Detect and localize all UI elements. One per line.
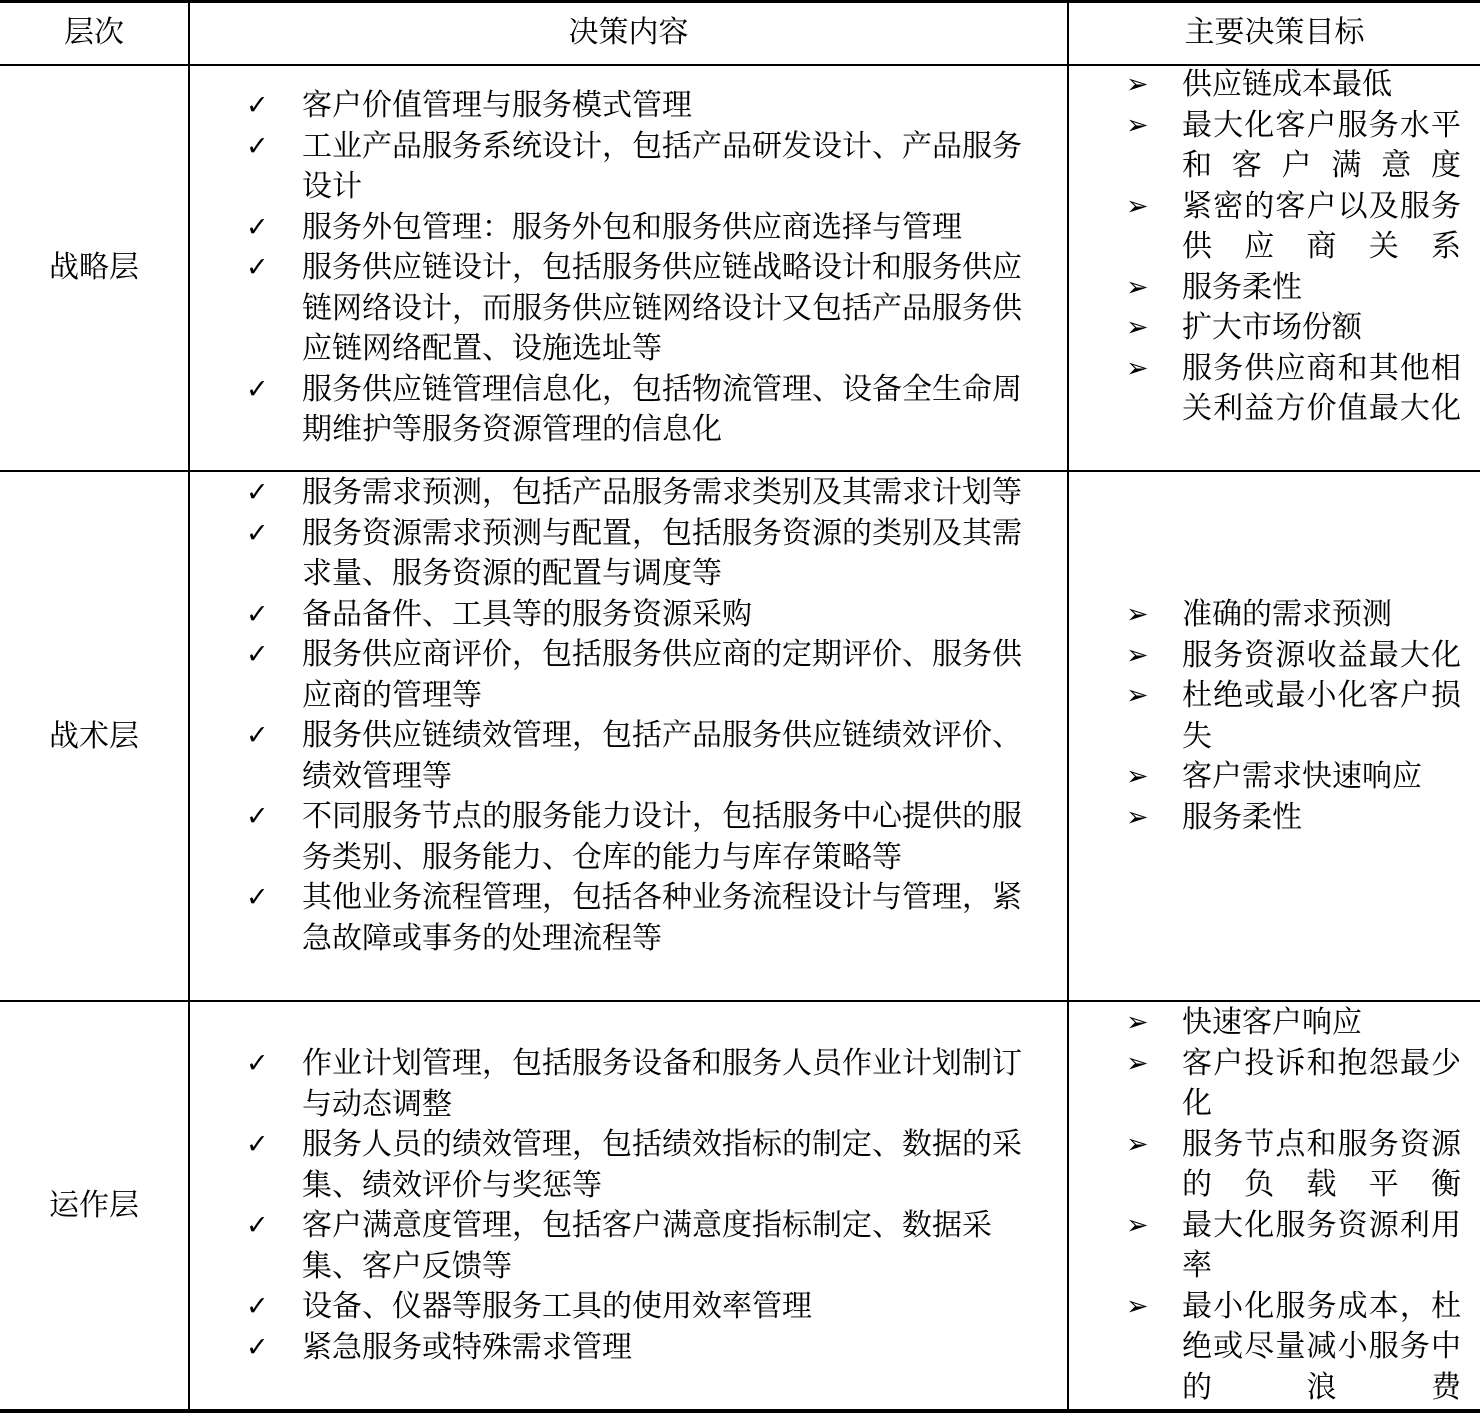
checkmark-icon: ✓ [246, 477, 269, 508]
tactical-content-list [246, 473, 1046, 959]
checkmark-icon: ✓ [246, 252, 269, 283]
list-item: ✓ 客户价值管理与服务模式管理 [246, 86, 1046, 127]
list-item: ➢ 最大化客户服务水平和客户满意度 [1126, 107, 1461, 183]
table-top-rule [0, 0, 1480, 3]
checkmark-icon: ✓ [246, 801, 269, 832]
list-item: ➢ 紧密的客户以及服务供应商关系 [1126, 188, 1461, 264]
arrow-bullet-icon: ➢ [1126, 1128, 1149, 1160]
list-item: ➢ 杜绝或最小化客户损失 [1126, 678, 1461, 754]
list-item: ➢ 快速客户响应 [1126, 1003, 1461, 1044]
list-item: ➢ 供应链成本最低 [1126, 65, 1461, 106]
arrow-bullet-icon: ➢ [1126, 639, 1149, 671]
list-item: ✓ 设备、仪器等服务工具的使用效率管理 [246, 1287, 1046, 1328]
arrow-bullet-icon: ➢ [1126, 1047, 1149, 1079]
arrow-bullet-icon: ➢ [1126, 312, 1149, 343]
arrow-bullet-icon: ➢ [1126, 801, 1149, 833]
list-item: ➢ 服务柔性 [1126, 268, 1461, 309]
checkmark-icon: ✓ [246, 1331, 269, 1363]
checkmark-icon: ✓ [246, 720, 269, 751]
arrow-bullet-icon: ➢ [1126, 680, 1149, 711]
checkmark-icon: ✓ [246, 1048, 269, 1079]
arrow-bullet-icon: ➢ [1126, 1007, 1149, 1038]
arrow-bullet-icon: ➢ [1126, 109, 1149, 141]
list-item: ✓ 作业计划管理，包括服务设备和服务人员作业计划制订与动态调整 [246, 1046, 1022, 1122]
list-item: ✓ 服务资源需求预测与配置，包括服务资源的类别及其需求量、服务资源的配置与调度等 [246, 515, 1022, 591]
table-bottom-rule [0, 1409, 1480, 1413]
list-item: ✓ 备品备件、工具等的服务资源采购 [246, 595, 1046, 636]
strategic-content-list [246, 86, 1046, 451]
list-item: ➢ 最大化服务资源利用率 [1126, 1207, 1461, 1283]
list-item: ➢ 客户需求快速响应 [1126, 757, 1461, 798]
list-item: ➢ 扩大市场份额 [1126, 308, 1461, 349]
list-item: ✓ 服务外包管理：服务外包和服务供应商选择与管理 [246, 208, 1046, 249]
list-item: ➢ 最小化服务成本，杜绝或尽量减小服务中的浪费 [1126, 1288, 1461, 1405]
layer-label-strategic: 战略层 [49, 250, 139, 285]
checkmark-icon: ✓ [246, 1129, 269, 1160]
operational-content-list [246, 1044, 1046, 1368]
checkmark-icon: ✓ [246, 90, 269, 121]
checkmark-icon: ✓ [246, 882, 269, 913]
checkmark-icon: ✓ [246, 1291, 269, 1322]
list-item: ➢ 服务供应商和其他相关利益方价值最大化 [1126, 350, 1461, 426]
layer-label-operational: 运作层 [49, 1188, 139, 1223]
list-item: ✓ 客户满意度管理，包括客户满意度指标制定、数据采集、客户反馈等 [246, 1208, 992, 1284]
arrow-bullet-icon: ➢ [1126, 69, 1149, 100]
list-item: ✓ 服务供应链设计，包括服务供应链战略设计和服务供应链网络设计，而服务供应链网络设计又包括产品服务供应链网络配置、设施选址等 [246, 250, 1022, 366]
row-rule-2 [0, 1000, 1480, 1002]
arrow-bullet-icon: ➢ [1126, 190, 1149, 222]
list-item: ➢ 准确的需求预测 [1126, 595, 1461, 636]
checkmark-icon: ✓ [246, 130, 269, 162]
list-item: ✓ 紧急服务或特殊需求管理 [246, 1328, 1046, 1369]
checkmark-icon: ✓ [246, 211, 269, 243]
arrow-bullet-icon: ➢ [1126, 352, 1149, 384]
header-decision-content: 决策内容 [568, 15, 689, 50]
arrow-bullet-icon: ➢ [1126, 599, 1149, 630]
header-decision-goals: 主要决策目标 [1184, 15, 1365, 50]
checkmark-icon: ✓ [246, 373, 269, 405]
list-item: ✓ 服务需求预测，包括产品服务需求类别及其需求计划等 [246, 473, 1046, 514]
list-item: ✓ 服务人员的绩效管理，包括绩效指标的制定、数据的采集、绩效评价与奖惩等 [246, 1127, 1022, 1203]
column-divider-1 [188, 0, 190, 1412]
arrow-bullet-icon: ➢ [1126, 1209, 1149, 1241]
column-divider-2 [1067, 0, 1069, 1412]
list-item: ✓ 服务供应链管理信息化，包括物流管理、设备全生命周期维护等服务资源管理的信息化 [246, 371, 1022, 447]
checkmark-icon: ✓ [246, 1210, 269, 1241]
arrow-bullet-icon: ➢ [1126, 1290, 1149, 1322]
strategic-goals-list [1126, 65, 1461, 430]
layer-label-tactical: 战术层 [49, 719, 139, 754]
list-item: ✓ 服务供应链绩效管理，包括产品服务供应链绩效评价、绩效管理等 [246, 718, 1022, 794]
arrow-bullet-icon: ➢ [1126, 761, 1149, 792]
operational-goals-list [1126, 1003, 1461, 1408]
checkmark-icon: ✓ [246, 517, 269, 549]
tactical-goals-list [1126, 595, 1461, 838]
checkmark-icon: ✓ [246, 639, 269, 670]
list-item: ➢ 服务柔性 [1126, 798, 1461, 839]
checkmark-icon: ✓ [246, 598, 269, 630]
list-item: ✓ 工业产品服务系统设计，包括产品研发设计、产品服务设计 [246, 128, 1022, 204]
list-item: ✓ 服务供应商评价，包括服务供应商的定期评价、服务供应商的管理等 [246, 637, 1022, 713]
list-item: ✓ 其他业务流程管理，包括各种业务流程设计与管理，紧急故障或事务的处理流程等 [246, 880, 1022, 956]
arrow-bullet-icon: ➢ [1126, 271, 1149, 303]
row-rule-1 [0, 470, 1480, 472]
list-item: ✓ 不同服务节点的服务能力设计，包括服务中心提供的服务类别、服务能力、仓库的能力与库存策略等 [246, 799, 1022, 875]
list-item: ➢ 服务节点和服务资源的负载平衡 [1126, 1126, 1461, 1202]
list-item: ➢ 客户投诉和抱怨最少化 [1126, 1045, 1461, 1121]
list-item: ➢ 服务资源收益最大化 [1126, 636, 1461, 677]
header-layer: 层次 [64, 15, 124, 50]
